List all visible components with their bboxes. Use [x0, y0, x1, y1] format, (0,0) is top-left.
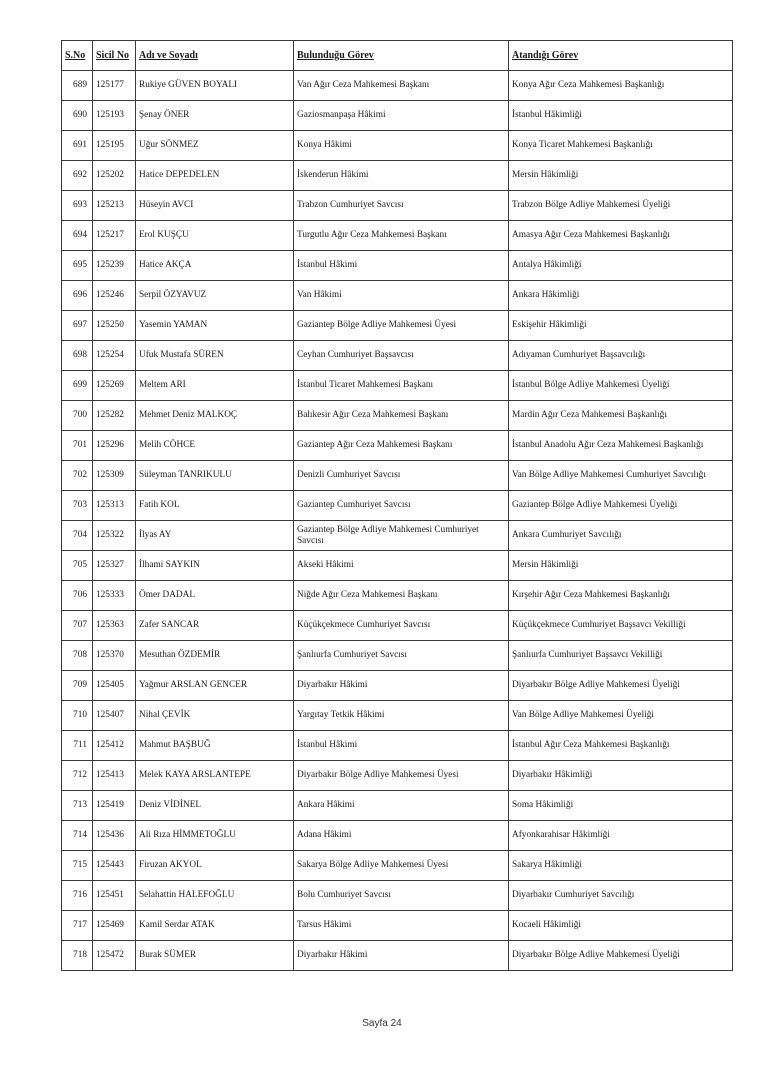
cell-name: İlyas AY [136, 521, 294, 551]
cell-sno: 705 [62, 551, 93, 581]
cell-current-position: Adana Hâkimi [294, 821, 509, 851]
cell-appointed-position: Diyarbakır Hâkimliği [509, 761, 733, 791]
table-header-row [62, 41, 733, 71]
cell-sicil-no: 125269 [93, 371, 136, 401]
cell-current-position: Gaziantep Ağır Ceza Mahkemesi Başkanı [294, 431, 509, 461]
table-row [62, 611, 733, 641]
table-row [62, 551, 733, 581]
cell-name: Mehmet Deniz MALKOÇ [136, 401, 294, 431]
cell-sicil-no: 125405 [93, 671, 136, 701]
cell-appointed-position: Kocaeli Hâkimliği [509, 911, 733, 941]
cell-sno: 703 [62, 491, 93, 521]
cell-current-position: İstanbul Ticaret Mahkemesi Başkanı [294, 371, 509, 401]
table-row [62, 641, 733, 671]
cell-current-position: Diyarbakır Hâkimi [294, 941, 509, 971]
cell-name: Firuzan AKYOL [136, 851, 294, 881]
table-row [62, 341, 733, 371]
cell-name: Selahattin HALEFOĞLU [136, 881, 294, 911]
cell-appointed-position: Kırşehir Ağır Ceza Mahkemesi Başkanlığı [509, 581, 733, 611]
cell-current-position: Gaziantep Bölge Adliye Mahkemesi Cumhuriyet Savcısı [294, 521, 509, 551]
cell-current-position: Konya Hâkimi [294, 131, 509, 161]
cell-sno: 702 [62, 461, 93, 491]
cell-sno: 696 [62, 281, 93, 311]
cell-sno: 708 [62, 641, 93, 671]
cell-sno: 711 [62, 731, 93, 761]
appointments-table [61, 40, 733, 971]
table-row [62, 191, 733, 221]
cell-current-position: Bolu Cumhuriyet Savcısı [294, 881, 509, 911]
cell-current-position: Gaziosmanpaşa Hâkimi [294, 101, 509, 131]
cell-current-position: Niğde Ağır Ceza Mahkemesi Başkanı [294, 581, 509, 611]
cell-current-position: Akseki Hâkimi [294, 551, 509, 581]
header-current-position: Bulunduğu Görev [294, 41, 509, 71]
cell-name: Ufuk Mustafa SÜREN [136, 341, 294, 371]
cell-appointed-position: Ankara Hâkimliği [509, 281, 733, 311]
table-row [62, 491, 733, 521]
table-row [62, 941, 733, 971]
cell-current-position: Diyarbakır Bölge Adliye Mahkemesi Üyesi [294, 761, 509, 791]
cell-sicil-no: 125322 [93, 521, 136, 551]
table-row [62, 851, 733, 881]
cell-sno: 691 [62, 131, 93, 161]
cell-sno: 700 [62, 401, 93, 431]
table-row [62, 581, 733, 611]
cell-sno: 692 [62, 161, 93, 191]
cell-current-position: Trabzon Cumhuriyet Savcısı [294, 191, 509, 221]
cell-sno: 706 [62, 581, 93, 611]
cell-name: Mesuthan ÖZDEMİR [136, 641, 294, 671]
cell-sicil-no: 125419 [93, 791, 136, 821]
header-sno: S.No [62, 41, 93, 71]
cell-name: İlhami SAYKIN [136, 551, 294, 581]
cell-current-position: Gaziantep Bölge Adliye Mahkemesi Üyesi [294, 311, 509, 341]
table-row [62, 701, 733, 731]
cell-appointed-position: Trabzon Bölge Adliye Mahkemesi Üyeliği [509, 191, 733, 221]
cell-sicil-no: 125254 [93, 341, 136, 371]
cell-appointed-position: Adıyaman Cumhuriyet Başsavcılığı [509, 341, 733, 371]
cell-name: Fatih KOL [136, 491, 294, 521]
cell-name: Ali Rıza HİMMETOĞLU [136, 821, 294, 851]
cell-current-position: Ceyhan Cumhuriyet Başsavcısı [294, 341, 509, 371]
cell-sno: 714 [62, 821, 93, 851]
cell-sno: 693 [62, 191, 93, 221]
table-row [62, 461, 733, 491]
cell-appointed-position: Afyonkarahisar Hâkimliği [509, 821, 733, 851]
cell-sicil-no: 125246 [93, 281, 136, 311]
cell-sno: 718 [62, 941, 93, 971]
cell-name: Melek KAYA ARSLANTEPE [136, 761, 294, 791]
cell-appointed-position: Amasya Ağır Ceza Mahkemesi Başkanlığı [509, 221, 733, 251]
table-row [62, 791, 733, 821]
cell-appointed-position: Van Bölge Adliye Mahkemesi Üyeliği [509, 701, 733, 731]
cell-sicil-no: 125436 [93, 821, 136, 851]
table-row [62, 131, 733, 161]
cell-name: Yasemin YAMAN [136, 311, 294, 341]
cell-name: Burak SÜMER [136, 941, 294, 971]
cell-name: Erol KUŞÇU [136, 221, 294, 251]
cell-name: Melih CÖHCE [136, 431, 294, 461]
table-row [62, 521, 733, 551]
cell-sicil-no: 125370 [93, 641, 136, 671]
table-row [62, 281, 733, 311]
cell-current-position: Tarsus Hâkimi [294, 911, 509, 941]
header-appointed-position: Atandığı Görev [509, 41, 733, 71]
cell-name: Serpil ÖZYAVUZ [136, 281, 294, 311]
cell-sicil-no: 125296 [93, 431, 136, 461]
cell-current-position: Şanlıurfa Cumhuriyet Savcısı [294, 641, 509, 671]
cell-current-position: Denizli Cumhuriyet Savcısı [294, 461, 509, 491]
cell-sno: 709 [62, 671, 93, 701]
cell-appointed-position: Sakarya Hâkimliği [509, 851, 733, 881]
cell-name: Nihal ÇEVİK [136, 701, 294, 731]
header-name: Adı ve Soyadı [136, 41, 294, 71]
table-row [62, 401, 733, 431]
cell-sicil-no: 125309 [93, 461, 136, 491]
cell-name: Hüseyin AVCI [136, 191, 294, 221]
cell-current-position: Sakarya Bölge Adliye Mahkemesi Üyesi [294, 851, 509, 881]
cell-appointed-position: Antalya Hâkimliği [509, 251, 733, 281]
cell-sno: 689 [62, 71, 93, 101]
cell-appointed-position: Mardin Ağır Ceza Mahkemesi Başkanlığı [509, 401, 733, 431]
cell-sicil-no: 125282 [93, 401, 136, 431]
cell-current-position: Ankara Hâkimi [294, 791, 509, 821]
cell-sno: 698 [62, 341, 93, 371]
table-row [62, 671, 733, 701]
table-body [62, 71, 733, 971]
cell-name: Mahmut BAŞBUĞ [136, 731, 294, 761]
cell-sicil-no: 125469 [93, 911, 136, 941]
table-row [62, 911, 733, 941]
table-row [62, 731, 733, 761]
cell-appointed-position: Soma Hâkimliği [509, 791, 733, 821]
table-row [62, 251, 733, 281]
cell-sicil-no: 125333 [93, 581, 136, 611]
cell-sno: 699 [62, 371, 93, 401]
cell-name: Yağmur ARSLAN GENCER [136, 671, 294, 701]
table-row [62, 71, 733, 101]
cell-sno: 690 [62, 101, 93, 131]
cell-sno: 707 [62, 611, 93, 641]
table-row [62, 371, 733, 401]
cell-sicil-no: 125193 [93, 101, 136, 131]
cell-appointed-position: Diyarbakır Bölge Adliye Mahkemesi Üyeliği [509, 941, 733, 971]
cell-sicil-no: 125239 [93, 251, 136, 281]
cell-sicil-no: 125472 [93, 941, 136, 971]
cell-current-position: Balıkesir Ağır Ceza Mahkemesi Başkanı [294, 401, 509, 431]
cell-appointed-position: İstanbul Hâkimliği [509, 101, 733, 131]
cell-appointed-position: İstanbul Ağır Ceza Mahkemesi Başkanlığı [509, 731, 733, 761]
cell-sicil-no: 125195 [93, 131, 136, 161]
cell-current-position: İstanbul Hâkimi [294, 731, 509, 761]
cell-appointed-position: Konya Ticaret Mahkemesi Başkanlığı [509, 131, 733, 161]
cell-current-position: Van Hâkimi [294, 281, 509, 311]
table-row [62, 761, 733, 791]
cell-appointed-position: Mersin Hâkimliği [509, 551, 733, 581]
cell-current-position: Van Ağır Ceza Mahkemesi Başkanı [294, 71, 509, 101]
table-row [62, 821, 733, 851]
table-row [62, 431, 733, 461]
cell-name: Şenay ÖNER [136, 101, 294, 131]
cell-sno: 704 [62, 521, 93, 551]
page-number: Sayfa 24 [362, 1018, 402, 1029]
cell-current-position: İstanbul Hâkimi [294, 251, 509, 281]
cell-appointed-position: Konya Ağır Ceza Mahkemesi Başkanlığı [509, 71, 733, 101]
cell-sicil-no: 125363 [93, 611, 136, 641]
cell-appointed-position: Şanlıurfa Cumhuriyet Başsavcı Vekilliği [509, 641, 733, 671]
cell-appointed-position: İstanbul Bölge Adliye Mahkemesi Üyeliği [509, 371, 733, 401]
cell-appointed-position: İstanbul Anadolu Ağır Ceza Mahkemesi Başkanlığı [509, 431, 733, 461]
cell-sicil-no: 125407 [93, 701, 136, 731]
cell-current-position: Turgutlu Ağır Ceza Mahkemesi Başkanı [294, 221, 509, 251]
table-row [62, 881, 733, 911]
cell-sicil-no: 125412 [93, 731, 136, 761]
table-row [62, 161, 733, 191]
cell-appointed-position: Küçükçekmece Cumhuriyet Başsavcı Vekilliği [509, 611, 733, 641]
cell-sno: 694 [62, 221, 93, 251]
cell-name: Deniz VİDİNEL [136, 791, 294, 821]
table-row [62, 311, 733, 341]
cell-sicil-no: 125202 [93, 161, 136, 191]
cell-appointed-position: Van Bölge Adliye Mahkemesi Cumhuriyet Savcılığı [509, 461, 733, 491]
cell-name: Rukiye GÜVEN BOYALI [136, 71, 294, 101]
cell-current-position: Gaziantep Cumhuriyet Savcısı [294, 491, 509, 521]
cell-name: Meltem ARI [136, 371, 294, 401]
cell-name: Hatice AKÇA [136, 251, 294, 281]
cell-appointed-position: Eskişehir Hâkimliği [509, 311, 733, 341]
cell-sicil-no: 125250 [93, 311, 136, 341]
cell-sno: 697 [62, 311, 93, 341]
cell-appointed-position: Gaziantep Bölge Adliye Mahkemesi Üyeliği [509, 491, 733, 521]
cell-sno: 695 [62, 251, 93, 281]
cell-appointed-position: Diyarbakır Bölge Adliye Mahkemesi Üyeliği [509, 671, 733, 701]
cell-appointed-position: Ankara Cumhuriyet Savcılığı [509, 521, 733, 551]
cell-sno: 716 [62, 881, 93, 911]
cell-sno: 717 [62, 911, 93, 941]
cell-current-position: Yargıtay Tetkik Hâkimi [294, 701, 509, 731]
cell-sicil-no: 125413 [93, 761, 136, 791]
cell-name: Zafer SANCAR [136, 611, 294, 641]
cell-sicil-no: 125451 [93, 881, 136, 911]
cell-sicil-no: 125443 [93, 851, 136, 881]
cell-sicil-no: 125327 [93, 551, 136, 581]
cell-appointed-position: Diyarbakır Cumhuriyet Savcılığı [509, 881, 733, 911]
cell-sicil-no: 125313 [93, 491, 136, 521]
cell-current-position: Diyarbakır Hâkimi [294, 671, 509, 701]
cell-current-position: İskenderun Hâkimi [294, 161, 509, 191]
cell-appointed-position: Mersin Hâkimliği [509, 161, 733, 191]
header-sicil-no: Sicil No [93, 41, 136, 71]
cell-name: Kamil Serdar ATAK [136, 911, 294, 941]
cell-sno: 713 [62, 791, 93, 821]
table-row [62, 221, 733, 251]
cell-sno: 715 [62, 851, 93, 881]
table-row [62, 101, 733, 131]
cell-current-position: Küçükçekmece Cumhuriyet Savcısı [294, 611, 509, 641]
cell-name: Süleyman TANRIKULU [136, 461, 294, 491]
cell-sno: 701 [62, 431, 93, 461]
cell-sno: 712 [62, 761, 93, 791]
cell-name: Uğur SÖNMEZ [136, 131, 294, 161]
cell-sicil-no: 125213 [93, 191, 136, 221]
cell-name: Hatice DEPEDELEN [136, 161, 294, 191]
cell-name: Ömer DADAL [136, 581, 294, 611]
cell-sicil-no: 125217 [93, 221, 136, 251]
cell-sno: 710 [62, 701, 93, 731]
cell-sicil-no: 125177 [93, 71, 136, 101]
